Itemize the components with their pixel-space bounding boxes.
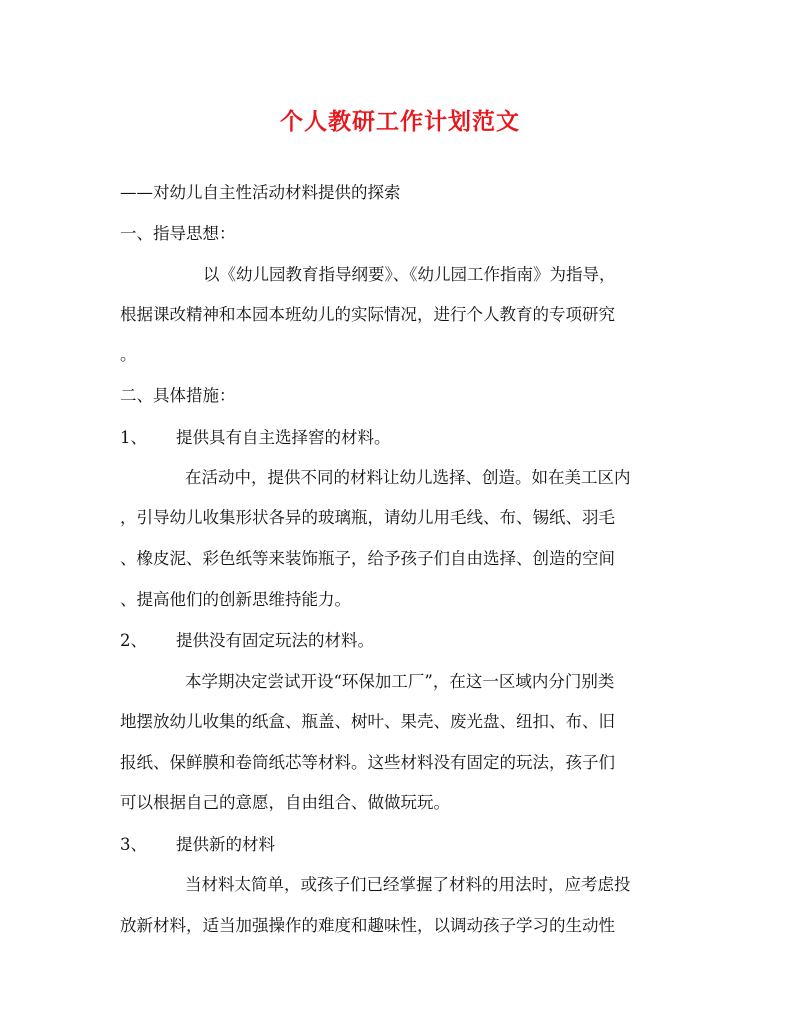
- item2-heading: 提供没有固定玩法的材料。: [176, 631, 374, 650]
- paragraph-line: 在活动中，提供不同的材料让幼儿选择、创造。如在美工区内: [185, 468, 631, 487]
- paragraph-line: 当材料太简单，或孩子们已经掌握了材料的用法时，应考虑投: [185, 875, 631, 894]
- item2-heading-row: [120, 630, 374, 652]
- paragraph-line: 可以根据自己的意愿，自由组合、做做玩玩。: [120, 793, 450, 812]
- paragraph-line: 以《幼儿园教育指导纲要》、《幼儿园工作指南》为指导，: [203, 265, 616, 284]
- paragraph-line: 本学期决定尝试开设“环保加工厂”，在这一区域内分门别类: [185, 672, 615, 691]
- paragraph-line: 报纸、保鲜膜和卷筒纸芯等材料。这些材料没有固定的玩法，孩子们: [120, 753, 615, 772]
- paragraph-line: ，引导幼儿收集形状各异的玻璃瓶，请幼儿用毛线、布、锡纸、羽毛: [120, 508, 615, 527]
- document-title: 个人教研工作计划范文: [280, 108, 520, 135]
- section1-heading: 一、指导思想：: [120, 224, 236, 243]
- paragraph-line: 放新材料，适当加强操作的难度和趣味性，以调动孩子学习的生动性: [120, 916, 615, 935]
- item1-heading: 提供具有自主选择窖的材料。: [176, 428, 391, 447]
- paragraph-line: 地摆放幼儿收集的纸盒、瓶盖、树叶、果壳、废光盘、纽扣、布、旧: [120, 712, 615, 731]
- paragraph-line: 、提高他们的创新思维持能力。: [120, 590, 351, 609]
- item3-heading-row: [120, 834, 275, 856]
- subtitle: ——对幼儿自主性活动材料提供的探索: [120, 183, 401, 202]
- paragraph-line: 、橡皮泥、彩色纸等来装饰瓶子，给予孩子们自由选择、创造的空间: [120, 549, 615, 568]
- item1-heading-row: [120, 427, 391, 449]
- item3-heading: 提供新的材料: [176, 835, 275, 854]
- paragraph-line: 根据课改精神和本园本班幼儿的实际情况，进行个人教育的专项研究: [120, 305, 615, 324]
- item1-number: 1、: [120, 428, 147, 447]
- paragraph-line: 。: [120, 345, 137, 364]
- section2-heading: 二、具体措施：: [120, 386, 236, 405]
- item3-number: 3、: [120, 835, 147, 854]
- item2-number: 2、: [120, 631, 147, 650]
